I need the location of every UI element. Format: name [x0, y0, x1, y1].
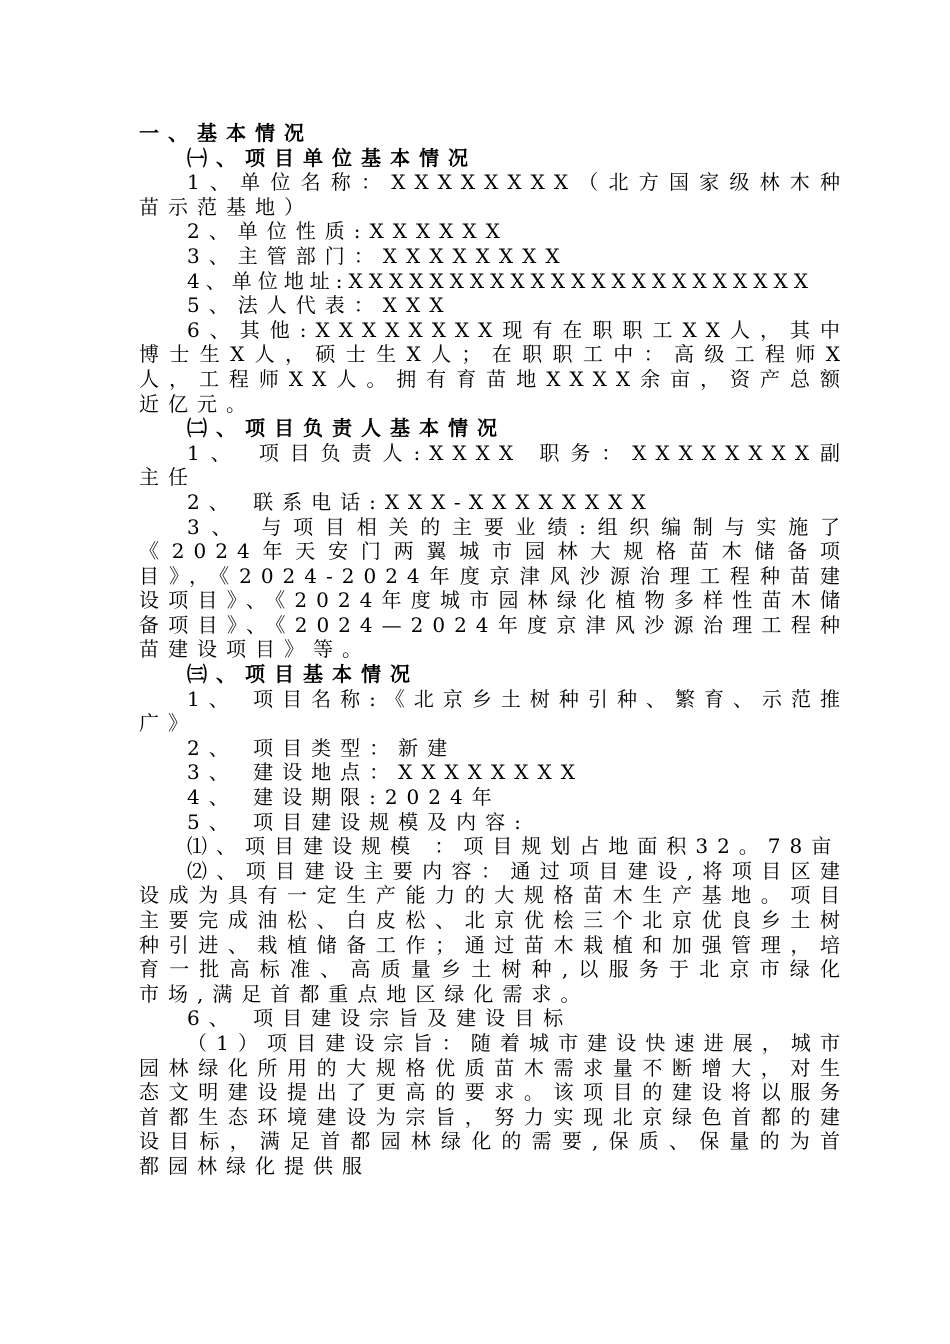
leader-phone: 2、 联系电话:XXX-XXXXXXXX	[187, 489, 655, 514]
project-scale-heading: 5、 项目建设规模及内容:	[187, 809, 530, 834]
project-type: 2、 项目类型：新建	[187, 735, 457, 760]
unit-department: 3、主管部门：XXXXXXXX	[187, 243, 569, 268]
unit-name: 1、单位名称：XXXXXXXX（北方国家级林木种苗示范基地）	[139, 170, 849, 219]
document-page	[139, 121, 849, 1179]
unit-nature: 2、单位性质:XXXXXX	[187, 219, 509, 244]
heading-basic-info: 一、基本情况	[139, 121, 313, 145]
project-period: 4、 建设期限:2024年	[187, 785, 501, 810]
unit-address: 4、单位地址:XXXXXXXXXXXXXXXXXXXXXXX	[187, 268, 814, 293]
section-unit-title: ㈠、项目单位基本情况	[187, 145, 477, 170]
project-scale: ⑴、项目建设规模 ：项目规划占地面积32。78亩	[187, 834, 841, 859]
project-purpose-heading: 6、 项目建设宗旨及建设目标	[187, 1006, 573, 1031]
leader-name: 1、 项目负责人:XXXX 职务：XXXXXXXX副主任	[139, 440, 849, 490]
section-project-title: ㈢、项目基本情况	[187, 662, 419, 687]
project-name: 1、 项目名称:《北京乡土树种引种、繁育、示范推广》	[139, 686, 849, 736]
section-leader-title: ㈡、项目负责人基本情况	[187, 416, 506, 441]
unit-other: 6、其他:XXXXXXXX现有在职职工XX人，其中博士生X人，硕士生X人；在职职工中：高级工程师X人，工程师XX人。拥有育苗地XXXX余亩，资产总额近亿元。	[139, 317, 849, 416]
unit-legal-rep: 5、法人代表：XXX	[187, 293, 453, 318]
project-purpose: （1）项目建设宗旨：随着城市建设快速进展，城市园林绿化所用的大规格优质苗木需求量不断增大，对生态文明建设提出了更高的要求。该项目的建设将以服务首都生态环境建设为宗旨，努力实现北京绿色首都的建设目标，满足首都园林绿化的需要,保质、保量的为首都园林绿化提供服	[139, 1030, 849, 1178]
leader-achievements: 3、 与项目相关的主要业绩:组织编制与实施了《2024年天安门两翼城市园林大规格苗木储备项目》，《2024-2024年度京津风沙源治理工程种苗建设项目》、《2024年度城市园林绿化植物多样性苗木储备项目》、《2024—2024年度京津风沙源治理工程种苗建设项目》等。	[139, 514, 849, 662]
project-location: 3、 建设地点：XXXXXXXX	[187, 760, 584, 785]
project-content: ⑵、项目建设主要内容：通过项目建设,将项目区建设成为具有一定生产能力的大规格苗木生产基地。项目主要完成油松、白皮松、北京优桧三个北京优良乡土树种引进、栽植储备工作；通过苗木栽植和加强管理，培育一批高标准、高质量乡土树种,以服务于北京市绿化市场,满足首都重点地区绿化需求。	[139, 858, 849, 1006]
